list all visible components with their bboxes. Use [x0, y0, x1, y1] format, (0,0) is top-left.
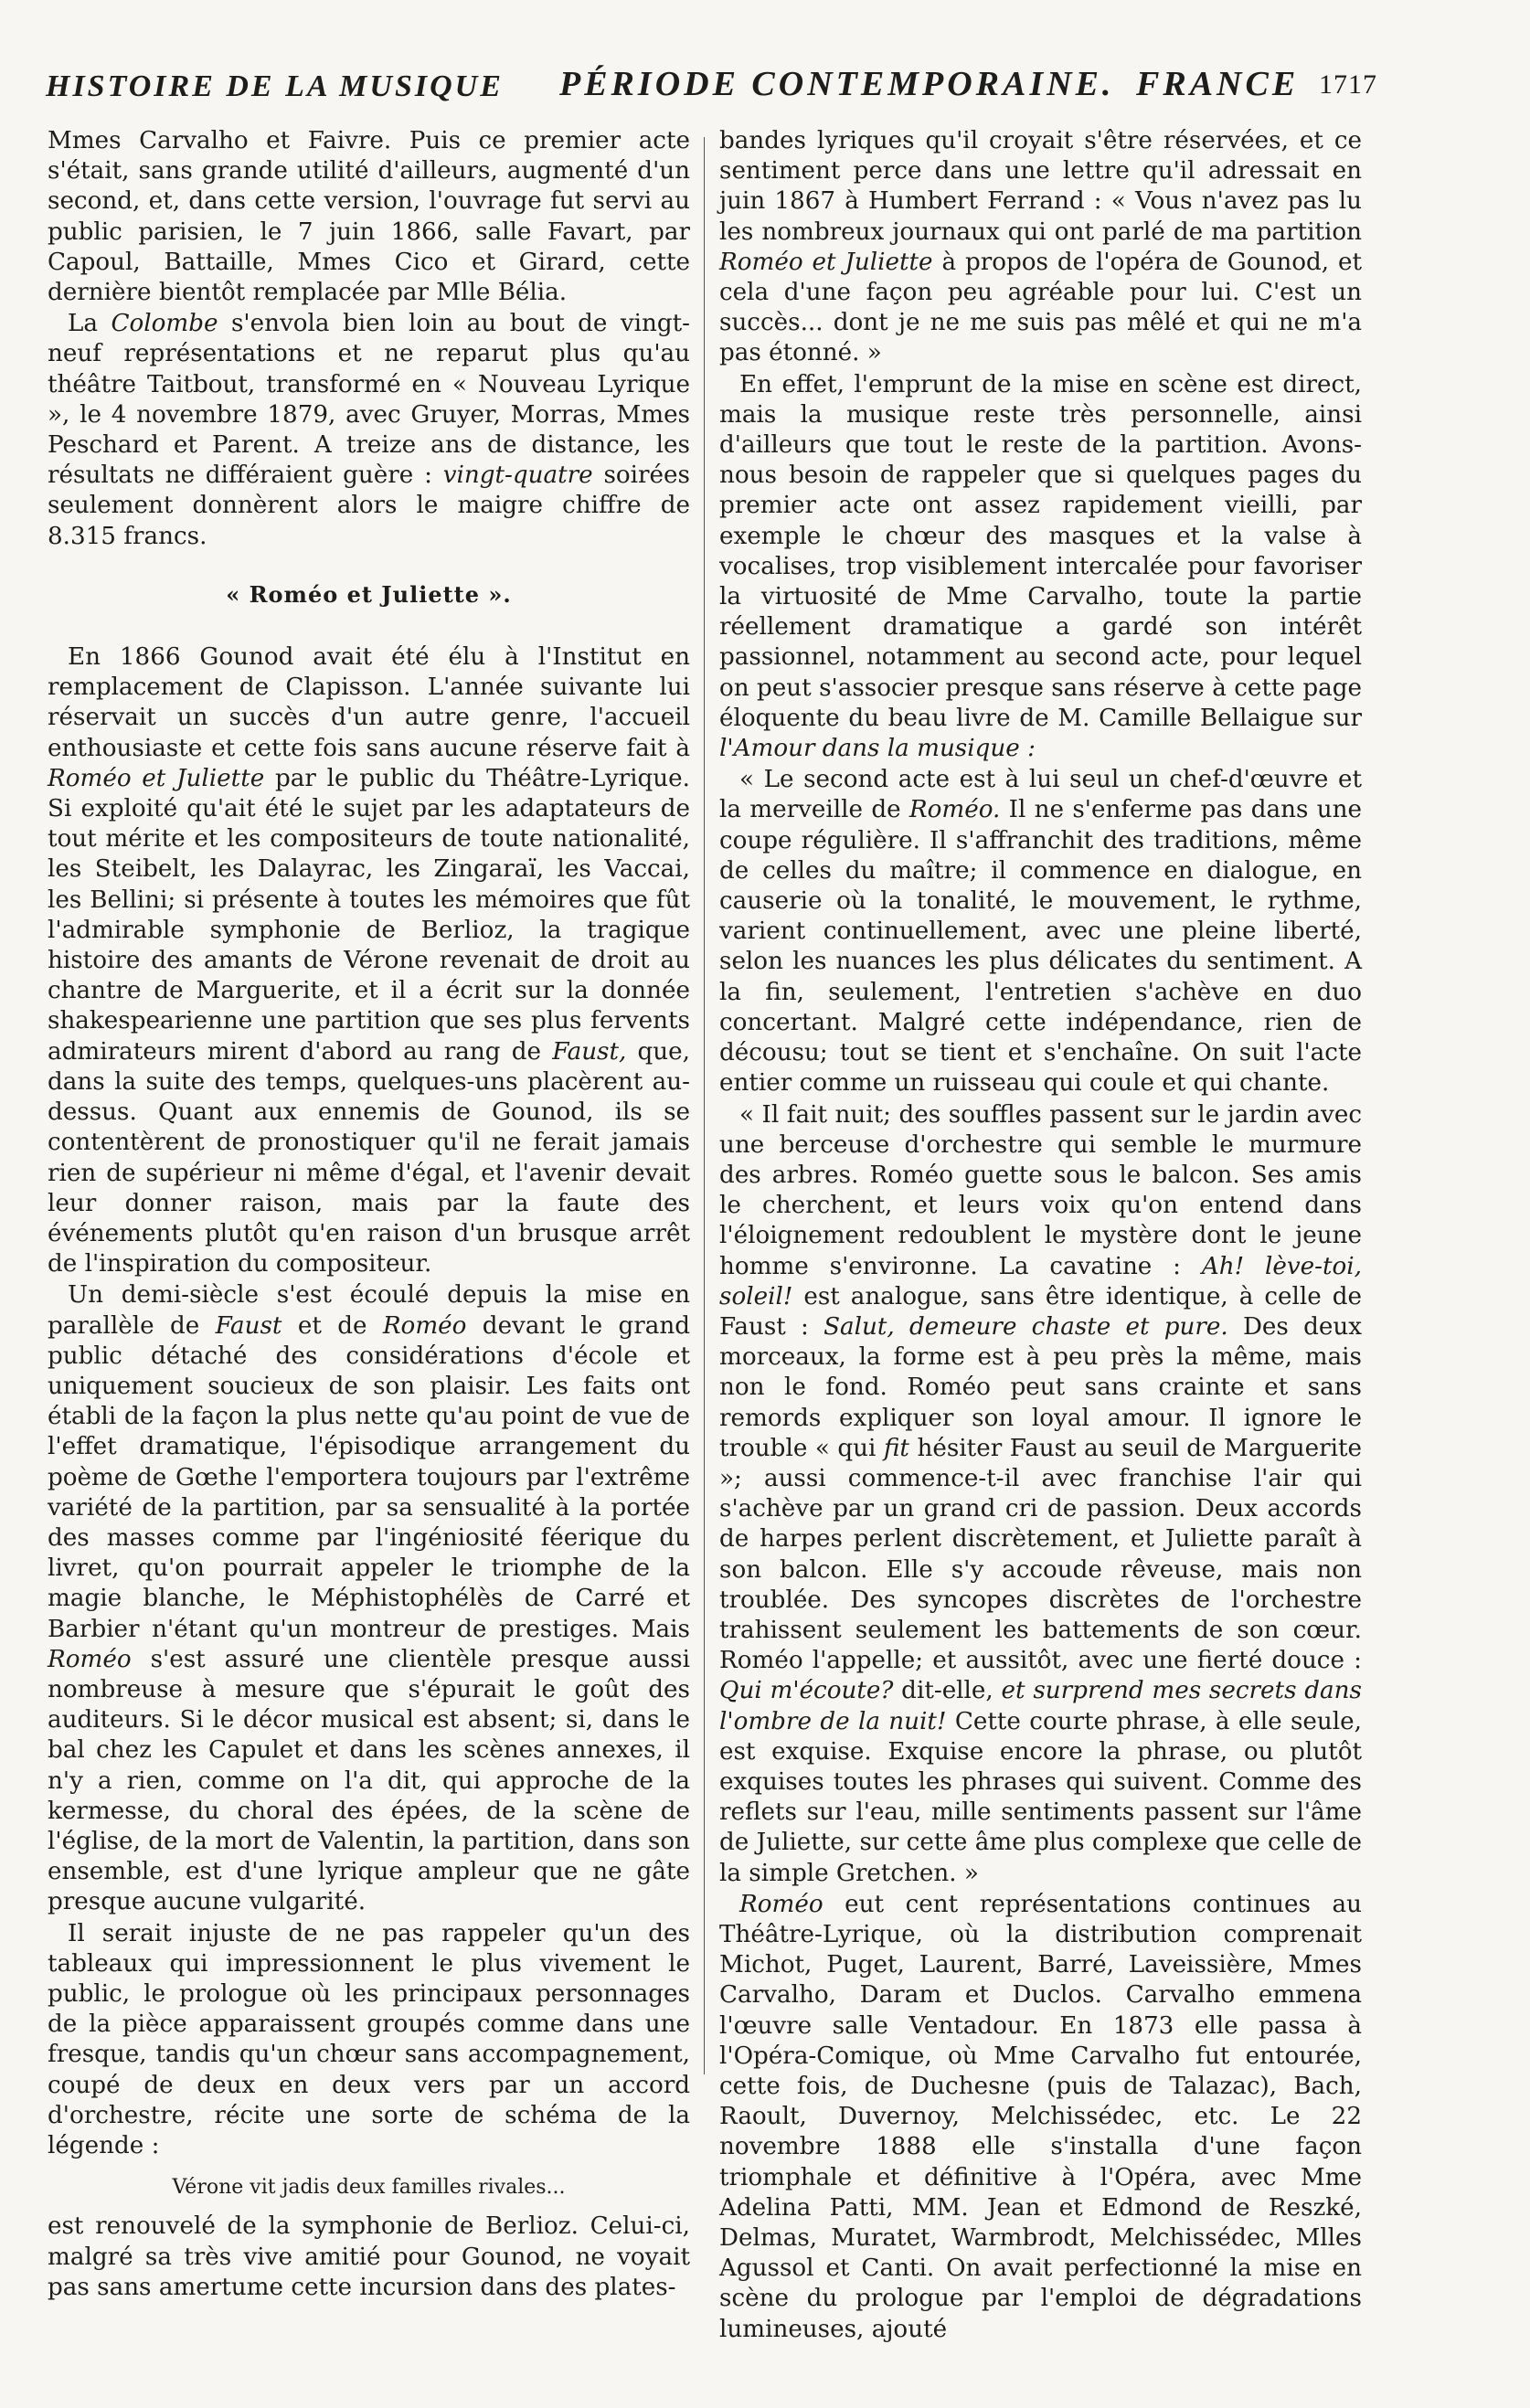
section-heading: « Roméo et Juliette ».: [226, 580, 512, 608]
paragraph: En effet, l'emprunt de la mise en scène est direct, mais la musique reste très personnelle, ainsi d'ailleurs que tout le reste de la partition. Avons-nous besoin de rappeler que si quelques pages du premier acte ont assez rapidement vieilli, par exemple le chœur des masques et la valse à vocalises, trop visiblement intercalée pour favoriser la virtuosité de Mme Carvalho, toute la partie réellement dramatique a gardé son intérêt passionnel, notamment au second acte, pour lequel on peut s'associer presque sans réserve à cette page éloquente du beau livre de M. Camille Bellaigue sur l'Amour dans la musique :: [719, 370, 1362, 763]
paragraph: Il serait injuste de ne pas rappeler qu'un des tableaux qui impressionnent le plus vivement le public, le prologue où les principaux personnages de la pièce apparaissent groupés comme dans une fresque, tandis qu'un chœur sans accompagnement, coupé de deux en deux vers par un accord d'orchestre, récite une sorte de schéma de la légende :: [48, 1919, 690, 2159]
column-divider: [704, 137, 705, 2074]
paragraph: La Colombe s'envola bien loin au bout de vingt-neuf représentations et ne reparut plus qu'au théâtre Taitbout, transformé en « Nouveau Lyrique », le 4 novembre 1879, avec Gruyer, Morras, Mmes Peschard et Parent. A treize ans de distance, les résultats ne différaient guère : vingt-quatre soirées seulement donnèrent alors le maigre chiffre de 8.315 francs.: [48, 310, 690, 550]
paragraph: Un demi-siècle s'est écoulé depuis la mise en parallèle de Faust et de Roméo devant le grand public détaché des considérations d'école et uniquement soucieux de son plaisir. Les faits ont établi de la façon la plus nette qu'au point de vue de l'effet dramatique, l'épisodique arrangement du poème de Gœthe l'emportera toujours par l'extrême variété de la partition, par sa sensualité à la portée des masses comme par l'ingéniosité féerique du livret, qu'on pourrait appeler le triomphe de la magie blanche, le Méphistophélès de Carré et Barbier n'étant qu'un montreur de prestiges. Mais Roméo s'est assuré une clientèle presque aussi nombreuse à mesure que s'épurait le goût des auditeurs. Si le décor musical est absent; si, dans le bal chez les Capulet et dans les scènes annexes, il n'y a rien, comme on l'a dit, qui approche de la kermesse, du choral des épées, de la scène de l'église, de la mort de Valentin, la partition, dans son ensemble, est d'une lyrique ampleur que ne gâte presque aucune vulgarité.: [48, 1281, 690, 1916]
header-period: PÉRIODE CONTEMPORAINE.: [559, 65, 1115, 103]
paragraph: « Il fait nuit; des souffles passent sur le jardin avec une berceuse d'orchestre qui semble le murmure des arbres. Roméo guette sous le balcon. Ses amis le cherchent, et leurs voix qu'on entend dans l'éloignement redoublent le mystère dont le jeune homme s'environne. La cavatine : Ah! lève-toi, soleil! est analogue, sans être identique, à celle de Faust : Salut, demeure chaste et pure. Des deux morceaux, la forme est à peu près la même, mais non le fond. Roméo peut sans crainte et sans remords expliquer son loyal amour. Il ignore le trouble « qui fit hésiter Faust au seuil de Marguerite »; aussi commence-t-il avec franchise l'air qui s'achève par un grand cri de passion. Deux accords de harpes perlent discrètement, et Juliette paraît à son balcon. Elle s'y accoude rêveuse, mais non troublée. Des syncopes discrètes de l'orchestre trahissent seulement les battements de son cœur. Roméo l'appelle; et aussitôt, avec une fierté douce : Qui m'écoute? dit-elle, et surprend mes secrets dans l'ombre de la nuit! Cette courte phrase, à elle seule, est exquise. Exquise encore la phrase, ou plutôt exquises toutes les phrases qui suivent. Comme des reflets sur l'eau, mille sentiments passent sur l'âme de Juliette, sur cette âme plus complexe que celle de la simple Gretchen. »: [719, 1100, 1363, 1887]
paragraph: En 1866 Gounod avait été élu à l'Institut en remplacement de Clapisson. L'année suivante lui réservait un succès d'un autre genre, l'accueil enthousiaste et cette fois sans aucune réserve fait à Roméo et Juliette par le public du Théâtre-Lyrique. Si exploité qu'ait été le sujet par les adaptateurs de tout mérite et les compositeurs de toute nationalité, les Steibelt, les Dalayrac, les Zingaraï, les Vaccai, les Bellini; si présente à toutes les mémoires que fût l'admirable symphonie de Berlioz, la tragique histoire des amants de Vérone revenait de droit au chantre de Marguerite, et il a écrit sur la donnée shakespearienne une partition que ses plus fervents admirateurs mirent d'abord au rang de Faust, que, dans la suite des temps, quelques-uns placèrent au-dessus. Quant aux ennemis de Gounod, ils se contentèrent de pronostiquer qu'il ne ferait jamais rien de supérieur ni même d'égal, et l'avenir devait leur donner raison, mais par la faute des événements plutôt qu'en raison d'un brusque arrêt de l'inspiration du compositeur.: [48, 643, 690, 1278]
paragraph: est renouvelé de la symphonie de Berlioz. Celui-ci, malgré sa très vive amitié pour Gounod, ne voyait pas sans amertume cette incursion dans des plates-: [48, 2212, 690, 2301]
verse-quote: Vérone vit jadis deux familles rivales...: [172, 2176, 566, 2200]
paragraph: Roméo eut cent représentations continues au Théâtre-Lyrique, où la distribution comprenait Michot, Puget, Laurent, Barré, Laveissière, Mmes Carvalho, Daram et Duclos. Carvalho emmena l'œuvre salle Ventadour. En 1873 elle passa à l'Opéra-Comique, où Mme Carvalho fut entourée, cette fois, de Duchesne (puis de Talazac), Bach, Raoult, Duvernoy, Melchissédec, etc. Le 22 novembre 1888 elle s'installa d'une façon triomphale et définitive à l'Opéra, avec Mme Adelina Patti, MM. Jean et Edmond de Reszké, Delmas, Muratet, Warmbrodt, Melchissédec, Mlles Agussol et Canti. On avait perfectionné la mise en scène du prologue par l'emploi de dégradations lumineuses, ajouté: [719, 1890, 1362, 2343]
right-column: [719, 126, 1362, 2346]
paragraph: bandes lyriques qu'il croyait s'être réservées, et ce sentiment perce dans une lettre qu'il adressait en juin 1867 à Humbert Ferrand : « Vous n'avez pas lu les nombreux journaux qui ont parlé de ma partition Roméo et Juliette à propos de l'opéra de Gounod, et cela d'une façon peu agréable pour lui. C'est un succès... dont je ne me suis pas mêlé et qui ne m'a pas étonné. »: [719, 127, 1362, 367]
paragraph: « Le second acte est à lui seul un chef-d'œuvre et la merveille de Roméo. Il ne s'enferme pas dans une coupe régulière. Il s'affranchit des traditions, même de celles du maître; il commence en dialogue, en causerie où la tonalité, le mouvement, le rythme, varient continuellement, avec une pleine liberté, selon les nuances les plus délicates du sentiment. A la fin, seulement, l'entretien s'achève en duo concertant. Malgré cette indépendance, rien de décousu; tout se tient et s'enchaîne. On suit l'acte entier comme un ruisseau qui coule et qui chante.: [719, 766, 1362, 1098]
running-header: [46, 64, 1377, 110]
page-number: 1717: [1319, 69, 1377, 100]
header-book-title: HISTOIRE DE LA MUSIQUE: [46, 69, 504, 103]
left-column: [48, 126, 690, 2304]
paragraph: Mmes Carvalho et Faivre. Puis ce premier acte s'était, sans grande utilité d'ailleurs, augmenté d'un second, et, dans cette version, l'ouvrage fut servi au public parisien, le 7 juin 1866, salle Favart, par Capoul, Battaille, Mmes Cico et Girard, cette dernière bientôt remplacée par Mlle Bélia.: [48, 127, 690, 307]
header-country: FRANCE: [1136, 65, 1300, 103]
